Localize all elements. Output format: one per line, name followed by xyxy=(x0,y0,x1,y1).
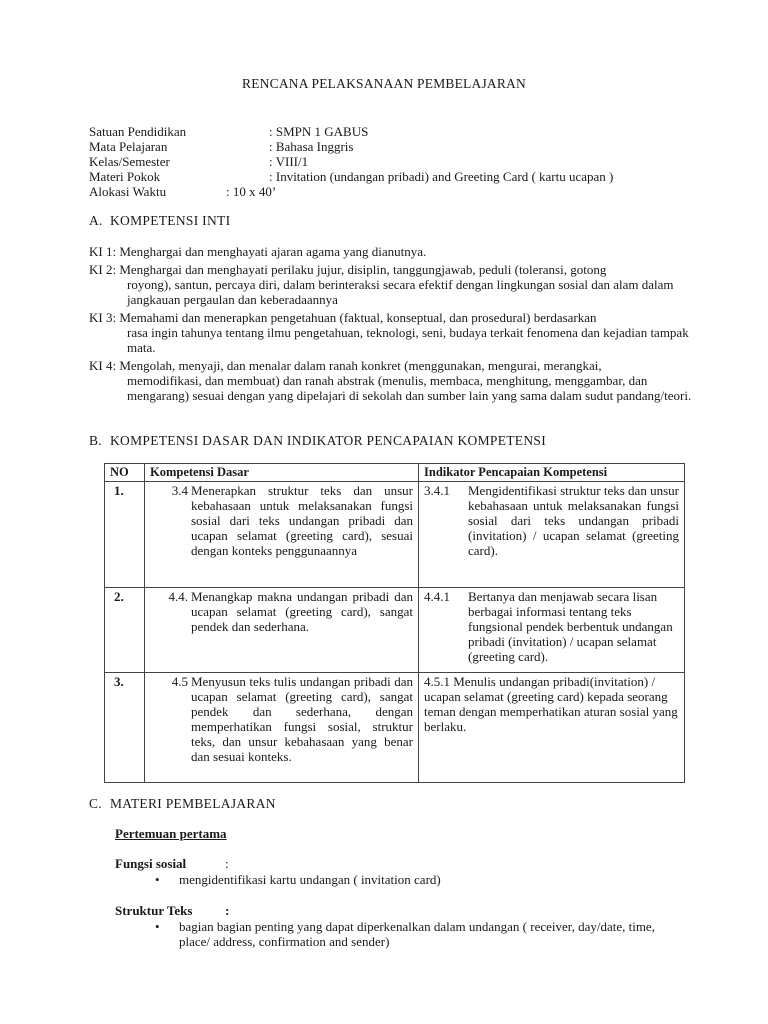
ki-item-1 xyxy=(89,244,693,259)
competency-table xyxy=(104,463,685,783)
info-value: : 10 x 40’ xyxy=(226,184,277,199)
info-value: : Invitation (undangan pribadi) and Greeting Card ( kartu ucapan ) xyxy=(269,169,614,184)
section-a-heading xyxy=(89,213,230,228)
ki-first-line: KI 1: Menghargai dan menghayati ajaran agama yang dianutnya. xyxy=(89,244,427,259)
ki-continuation: memodifikasi, dan membuat) dan ranah abstrak (menulis, membaca, menghitung, menggambar, dan mengarang) sesuai dengan yang dipelajari di sekolah dan sumber lain yang sama dalam sudut pandang/teori. xyxy=(127,373,692,403)
table-row xyxy=(105,588,685,673)
struktur-teks-heading xyxy=(115,903,230,918)
ki-first-line: KI 4: Mengolah, menyaji, dan menalar dalam ranah konkret (menggunakan, mengurai, merangkai, xyxy=(89,358,602,373)
bullet-icon: • xyxy=(155,872,160,887)
ki-item-2 xyxy=(89,262,693,307)
header-kd: Kompetensi Dasar xyxy=(145,464,419,482)
info-label: Mata Pelajaran xyxy=(89,139,168,154)
list-item-text: bagian bagian penting yang dapat diperkenalkan dalam undangan ( receiver, day/date, time, place/ address, confirmation and sender) xyxy=(179,919,655,949)
info-value: : Bahasa Inggris xyxy=(269,139,354,154)
ipk-number: 4.5.1 xyxy=(424,674,450,689)
fungsi-sosial-label: Fungsi sosial xyxy=(115,856,187,871)
kd-text: Menyusun teks tulis undangan pribadi dan ucapan selamat (greeting card), sangat pendek dan sederhana, dengan memperhatikan fungsi sosial, struktur teks, dan unsur kebahasaan yang benar dan sesuai konteks. xyxy=(191,674,413,764)
table-header-row xyxy=(105,464,685,482)
fungsi-sosial-heading xyxy=(115,856,229,871)
info-value: : SMPN 1 GABUS xyxy=(269,124,369,139)
bullet-icon: • xyxy=(155,919,160,934)
kd-cell xyxy=(145,482,419,588)
info-value: : VIII/1 xyxy=(269,154,309,169)
struktur-teks-label: Struktur Teks xyxy=(115,903,193,918)
table-row xyxy=(105,673,685,783)
ipk-number: 4.4.1 xyxy=(424,589,450,604)
row-number: 2. xyxy=(105,588,145,673)
ki-first-line: KI 3: Memahami dan menerapkan pengetahuan (faktual, konseptual, dan prosedural) berdasarkan xyxy=(89,310,597,325)
ipk-cell xyxy=(419,482,685,588)
info-label: Satuan Pendidikan xyxy=(89,124,187,139)
info-label: Kelas/Semester xyxy=(89,154,170,169)
kd-text: Menerapkan struktur teks dan unsur kebahasaan untuk melaksanakan fungsi sosial dari teks undangan pribadi dan ucapan selamat (greeting card), sesuai dengan konteks penggunaannya xyxy=(191,483,413,558)
ipk-cell xyxy=(419,673,685,783)
info-label: Materi Pokok xyxy=(89,169,161,184)
kd-number: 4.5 xyxy=(171,674,188,689)
ki-continuation: royong), santun, percaya diri, dalam berinteraksi secara efektif dengan lingkungan sosial dan alam dalam jangkauan pergaulan dan keberadaannya xyxy=(127,277,674,307)
struktur-teks-colon: : xyxy=(225,903,230,918)
section-b-heading xyxy=(89,433,546,448)
ipk-text: Mengidentifikasi struktur teks dan unsur kebahasaan untuk melaksanakan fungsi sosial dari teks undangan pribadi (invitation) / ucapan selamat (greeting card). xyxy=(468,483,679,558)
meeting-heading: Pertemuan pertama xyxy=(115,826,227,841)
header-ipk: Indikator Pencapaian Kompetensi xyxy=(419,464,685,482)
section-letter: C. xyxy=(89,796,102,811)
table-row xyxy=(105,482,685,588)
row-number: 3. xyxy=(105,673,145,783)
section-title: KOMPETENSI INTI xyxy=(110,213,231,228)
kd-text: Menangkap makna undangan pribadi dan ucapan selamat (greeting card), sangat pendek dan sederhana. xyxy=(191,589,413,634)
list-item xyxy=(155,919,680,949)
kd-number: 3.4 xyxy=(171,483,188,498)
ki-item-3 xyxy=(89,310,693,355)
ipk-cell xyxy=(419,588,685,673)
ipk-number: 3.4.1 xyxy=(424,483,450,498)
list-item xyxy=(155,872,680,887)
ki-first-line: KI 2: Menghargai dan menghayati perilaku jujur, disiplin, tanggungjawab, peduli (toleransi, gotong xyxy=(89,262,607,277)
kd-number: 4.4. xyxy=(168,589,188,604)
section-title: MATERI PEMBELAJARAN xyxy=(110,796,276,811)
fungsi-sosial-colon: : xyxy=(225,856,229,871)
section-c-heading xyxy=(89,796,276,811)
row-number: 1. xyxy=(105,482,145,588)
header-no: NO xyxy=(105,464,145,482)
kd-cell xyxy=(145,588,419,673)
info-label: Alokasi Waktu xyxy=(89,184,167,199)
list-item-text: mengidentifikasi kartu undangan ( invitation card) xyxy=(179,872,441,887)
ki-item-4 xyxy=(89,358,693,403)
kd-cell xyxy=(145,673,419,783)
ki-continuation: rasa ingin tahunya tentang ilmu pengetahuan, teknologi, seni, budaya terkait fenomena dan kejadian tampak mata. xyxy=(127,325,689,355)
page-title: RENCANA PELAKSANAAN PEMBELAJARAN xyxy=(242,76,526,91)
section-letter: A. xyxy=(89,213,103,228)
section-title: KOMPETENSI DASAR DAN INDIKATOR PENCAPAIAN KOMPETENSI xyxy=(110,433,547,448)
section-letter: B. xyxy=(89,433,102,448)
ipk-text: Menulis undangan pribadi(invitation) / ucapan selamat (greeting card) kepada seorang teman dengan memperhatikan aturan sosial yang berlaku. xyxy=(424,674,678,734)
ipk-text: Bertanya dan menjawab secara lisan berbagai informasi tentang teks fungsional pendek berbentuk undangan pribadi (invitation) / ucapan selamat (greeting card). xyxy=(468,589,673,664)
